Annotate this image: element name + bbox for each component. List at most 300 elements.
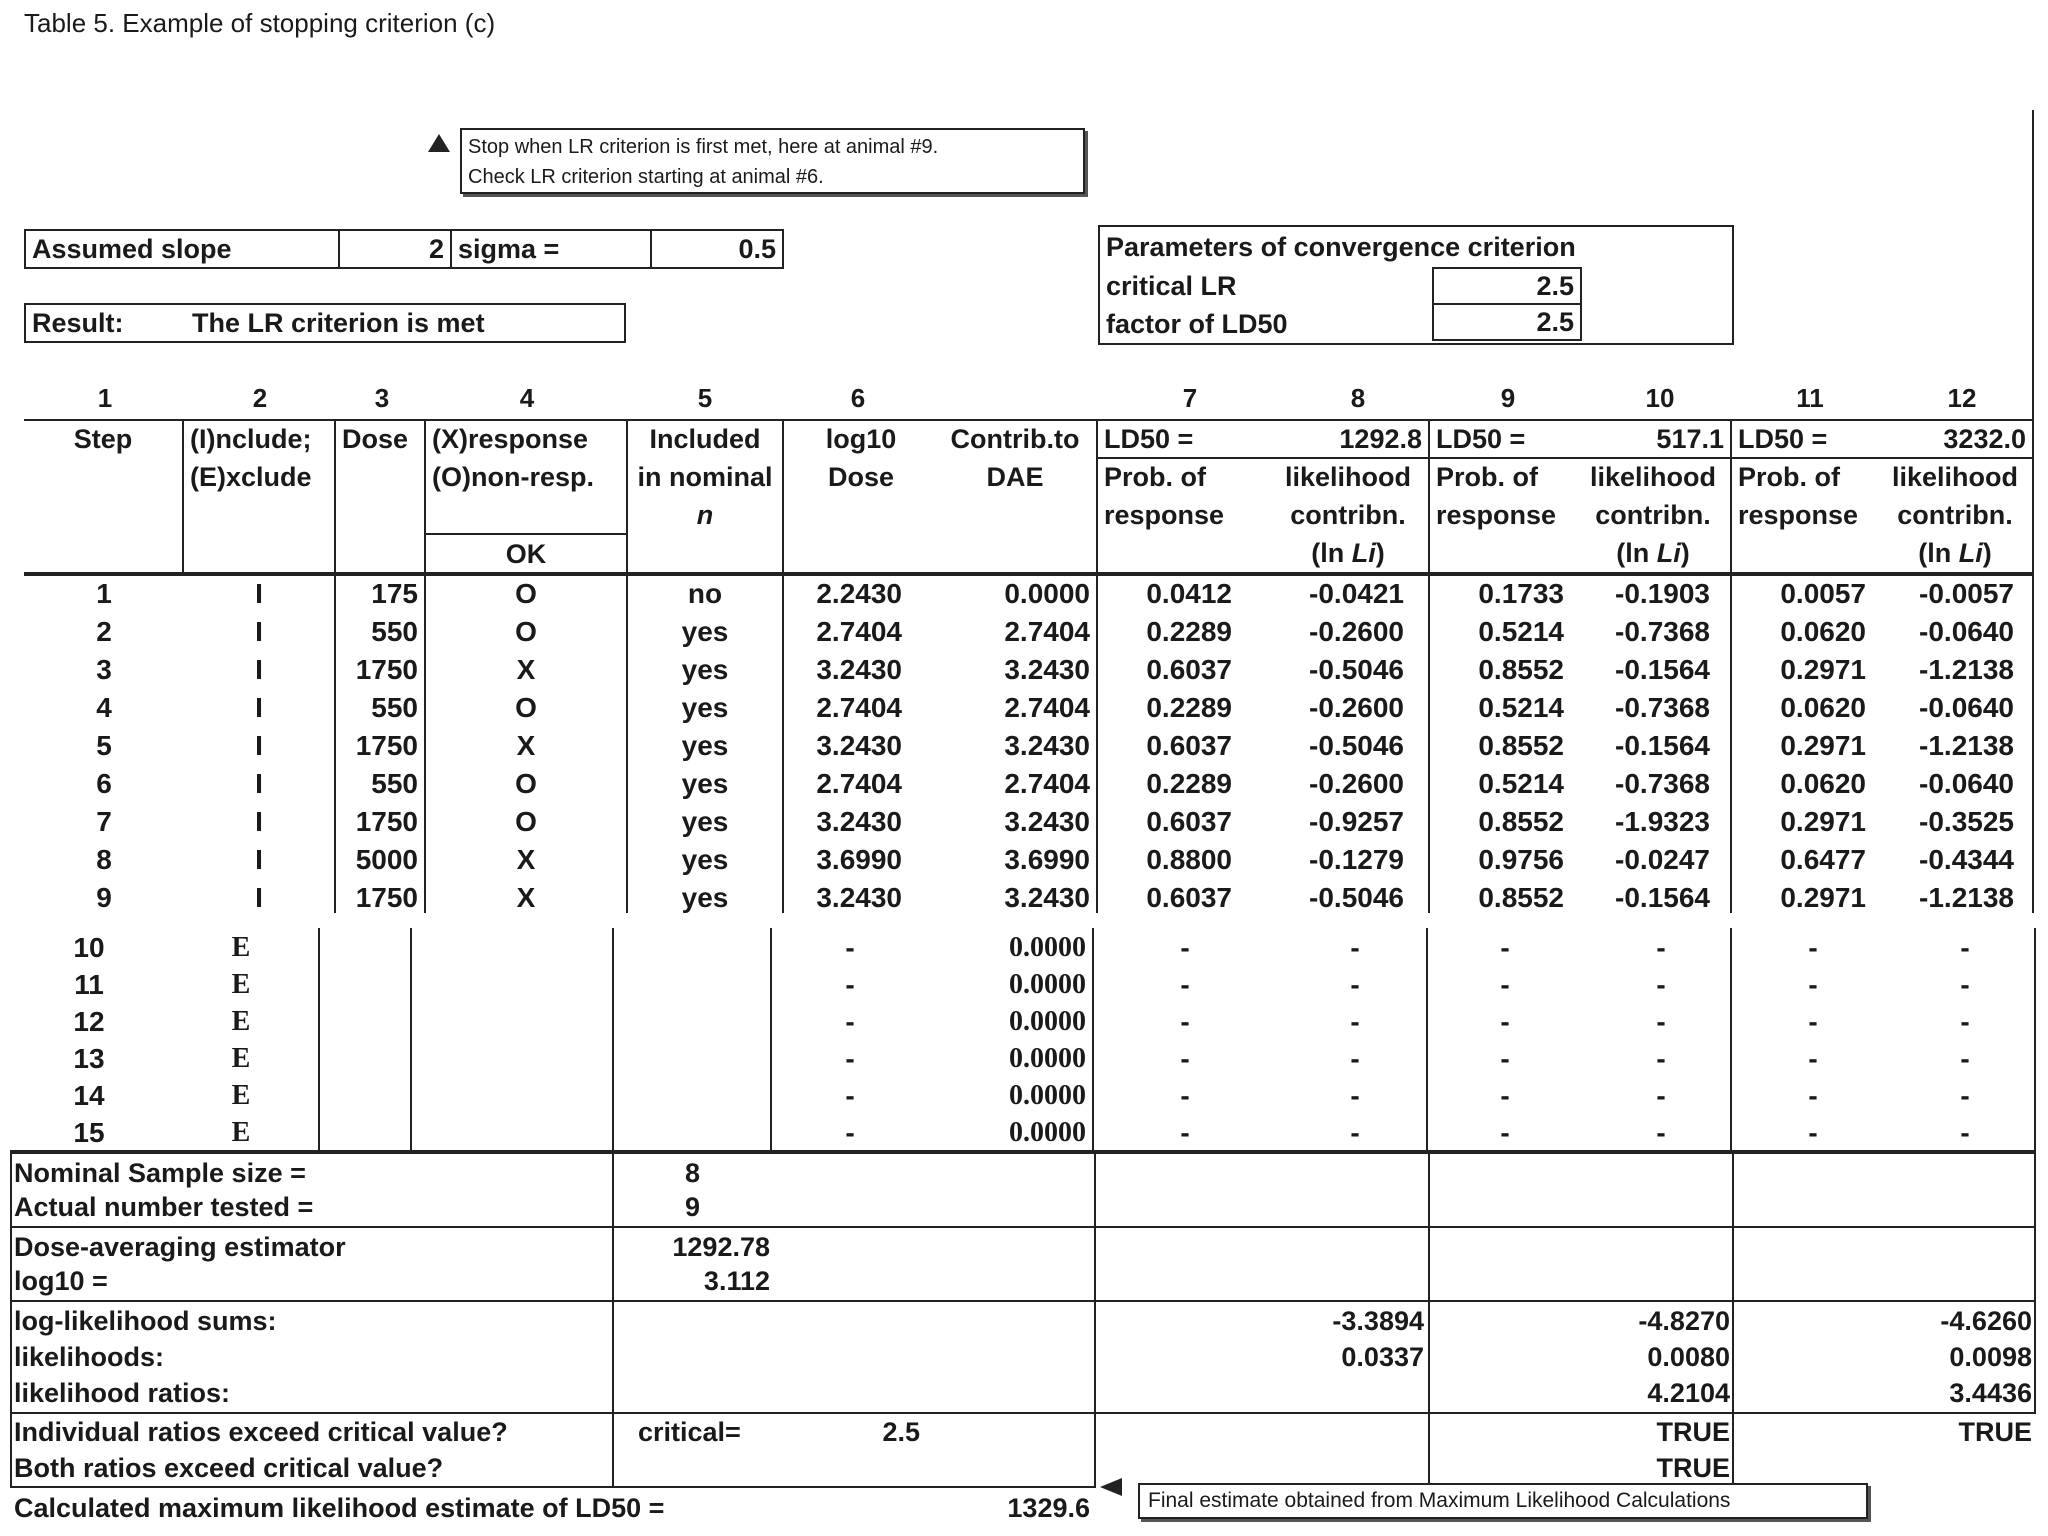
cell-response: O [515, 692, 537, 723]
cell-lik-10: -0.7368 [1615, 768, 1710, 799]
likelihood-b: 0.0080 [1647, 1342, 1730, 1372]
ld50-value-b: 517.1 [1656, 424, 1724, 454]
cell-dose: 1750 [355, 730, 418, 761]
cell-include: I [255, 578, 263, 609]
table-row [0, 803, 2048, 841]
cell-lik-8: - [1350, 1117, 1360, 1148]
likelihood-c: 0.0098 [1949, 1342, 2032, 1372]
cell-contrib: 0.0000 [1009, 969, 1086, 1000]
cell-prob-11: 0.0620 [1780, 616, 1866, 647]
result-box [24, 303, 626, 343]
header-included-line-1: Included [649, 424, 761, 454]
cell-include: E [231, 1043, 251, 1074]
cell-lik-12: -0.0057 [1919, 578, 2014, 609]
cell-lik-12: - [1960, 1006, 1970, 1037]
cell-lik-10: - [1656, 1043, 1666, 1074]
cell-prob-11: - [1808, 1006, 1818, 1037]
actual-number-tested-label: Actual number tested = [14, 1192, 314, 1222]
cell-contrib: 0.0000 [1009, 932, 1086, 963]
log10-label: log10 = [14, 1266, 108, 1296]
cell-prob-7: 0.2289 [1146, 616, 1232, 647]
cell-step: 13 [73, 1043, 105, 1074]
cell-contrib: 2.7404 [1004, 616, 1090, 647]
col-num-6: 6 [850, 383, 866, 413]
cell-prob-11: 0.2971 [1780, 806, 1866, 837]
header-contrib-line-2: DAE [986, 462, 1044, 492]
cell-lik-10: - [1656, 1006, 1666, 1037]
cell-prob-11: - [1808, 932, 1818, 963]
cell-lik-8: -0.5046 [1309, 654, 1404, 685]
mle-ld50-label: Calculated maximum likelihood estimate of LD50 = [14, 1493, 665, 1523]
cell-log10: 3.2430 [816, 730, 902, 761]
header-included-line-2: in nominal [637, 462, 773, 492]
cell-response: X [516, 844, 536, 875]
cell-prob-9: 0.8552 [1478, 806, 1564, 837]
ld50-label-a: LD50 = [1104, 424, 1194, 454]
cell-include: I [255, 654, 263, 685]
cell-prob-7: - [1180, 1117, 1190, 1148]
header-prob-11-line-2: response [1738, 500, 1859, 530]
cell-dose: 550 [371, 616, 418, 647]
cell-included: yes [681, 768, 729, 799]
cell-prob-9: 0.5214 [1478, 692, 1564, 723]
sigma-label: sigma = [450, 231, 650, 267]
header-included [628, 420, 782, 534]
cell-log10: 2.2430 [816, 578, 902, 609]
mle-ld50-value: 1329.6 [1007, 1493, 1090, 1523]
cell-prob-7: - [1180, 1006, 1190, 1037]
cell-step: 5 [96, 730, 112, 761]
col-num-10: 10 [1645, 383, 1675, 413]
cell-include: E [231, 932, 251, 963]
likelihoods-label: likelihoods: [14, 1342, 165, 1372]
final-note-arrow-icon [1100, 1478, 1122, 1496]
stop-criterion-note [460, 128, 1085, 194]
cell-lik-10: - [1656, 1080, 1666, 1111]
cell-lik-12: -1.2138 [1919, 654, 2014, 685]
cell-include: I [255, 806, 263, 837]
cell-step: 14 [73, 1080, 105, 1111]
cell-include: E [231, 1117, 251, 1148]
convergence-title: Parameters of convergence criterion [1106, 231, 1576, 262]
ld50-label-b: LD50 = [1436, 424, 1526, 454]
cell-lik-10: - [1656, 1117, 1666, 1148]
header-include-line-2: (E)xclude [190, 462, 312, 492]
convergence-params-box [1098, 225, 1734, 345]
callout-arrow-icon [428, 134, 450, 152]
header-log10-line-1: log10 [825, 424, 897, 454]
cell-log10: - [845, 1006, 855, 1037]
header-step-label: Step [73, 424, 133, 454]
likelihood-ratios-label: likelihood ratios: [14, 1378, 231, 1408]
note-line-1: Stop when LR criterion is first met, here at animal #9. [468, 136, 939, 158]
cell-prob-7: 0.6037 [1146, 654, 1232, 685]
cell-prob-7: 0.0412 [1146, 578, 1232, 609]
cell-step: 4 [96, 692, 112, 723]
cell-prob-9: - [1500, 969, 1510, 1000]
cell-step: 7 [96, 806, 112, 837]
header-prob-7-line-2: response [1104, 500, 1225, 530]
result-value: The LR criterion is met [192, 307, 485, 338]
col-num-8: 8 [1350, 383, 1366, 413]
cell-prob-9: 0.9756 [1478, 844, 1564, 875]
header-lik-8-line-3: (ln Li) [1311, 538, 1385, 568]
cell-contrib: 3.2430 [1004, 654, 1090, 685]
result-label: Result: [32, 307, 124, 338]
likelihood-a: 0.0337 [1341, 1342, 1424, 1372]
header-prob-7 [1098, 458, 1268, 534]
cell-lik-12: - [1960, 1043, 1970, 1074]
both-ratios-label: Both ratios exceed critical value? [14, 1453, 444, 1483]
cell-lik-12: - [1960, 1117, 1970, 1148]
cell-include: I [255, 692, 263, 723]
log-likelihood-sum-b: -4.8270 [1638, 1306, 1730, 1336]
cell-prob-11: 0.0057 [1780, 578, 1866, 609]
cell-log10: 3.2430 [816, 654, 902, 685]
cell-lik-8: - [1350, 932, 1360, 963]
cell-prob-7: - [1180, 1043, 1190, 1074]
sigma-value: 0.5 [650, 231, 782, 267]
ld50-value-c: 3232.0 [1943, 424, 2026, 454]
header-lik-12-line-3: (ln Li) [1918, 538, 1992, 568]
cell-lik-8: -0.1279 [1309, 844, 1404, 875]
cell-lik-8: -0.9257 [1309, 806, 1404, 837]
dose-averaging-estimator-label: Dose-averaging estimator [14, 1232, 346, 1262]
cell-log10: - [845, 1080, 855, 1111]
cell-response: X [516, 654, 536, 685]
cell-prob-9: 0.8552 [1478, 882, 1564, 913]
cell-step: 11 [74, 969, 104, 1000]
cell-included: yes [681, 692, 729, 723]
header-step [24, 420, 182, 458]
col-num-9: 9 [1500, 383, 1516, 413]
table-row [0, 613, 2048, 651]
cell-prob-9: - [1500, 1080, 1510, 1111]
header-lik-12-line-1: likelihood [1891, 462, 2018, 492]
header-prob-9-line-1: Prob. of [1436, 462, 1538, 492]
assumed-slope-label: Assumed slope [32, 233, 232, 264]
cell-lik-10: - [1656, 932, 1666, 963]
cell-contrib: 0.0000 [1009, 1006, 1086, 1037]
cell-prob-7: 0.6037 [1146, 730, 1232, 761]
header-response-ok [426, 535, 626, 573]
ld50-label-c: LD50 = [1738, 424, 1828, 454]
table-row [0, 727, 2048, 765]
cell-prob-9: - [1500, 932, 1510, 963]
cell-contrib: 2.7404 [1004, 692, 1090, 723]
dose-averaging-estimator-value: 1292.78 [672, 1232, 770, 1262]
cell-lik-8: -0.2600 [1309, 768, 1404, 799]
cell-dose: 550 [371, 768, 418, 799]
critical-lr-value: 2.5 [1432, 267, 1582, 305]
cell-log10: - [845, 932, 855, 963]
header-include [184, 420, 334, 496]
cell-included: no [687, 578, 723, 609]
final-estimate-note: Final estimate obtained from Maximum Likelihood Calculations [1138, 1483, 1868, 1519]
cell-prob-7: 0.6037 [1146, 882, 1232, 913]
cell-step: 3 [96, 654, 112, 685]
header-response-line-1: (X)response [432, 424, 589, 454]
table-row [0, 765, 2048, 803]
header-prob-11 [1732, 458, 1882, 534]
cell-prob-11: 0.2971 [1780, 654, 1866, 685]
cell-prob-11: 0.0620 [1780, 692, 1866, 723]
cell-lik-10: -0.7368 [1615, 692, 1710, 723]
header-prob-7-line-1: Prob. of [1104, 462, 1206, 492]
individual-ratio-c-result: TRUE [1958, 1417, 2032, 1447]
cell-lik-10: -0.7368 [1615, 616, 1710, 647]
cell-prob-11: 0.0620 [1780, 768, 1866, 799]
cell-dose: 1750 [355, 882, 418, 913]
table-row [0, 1077, 2048, 1115]
cell-include: I [255, 882, 263, 913]
cell-include: E [231, 1006, 251, 1037]
nominal-sample-size-label: Nominal Sample size = [14, 1158, 306, 1188]
table-row [0, 841, 2048, 879]
header-log10 [784, 420, 938, 496]
cell-response: X [516, 730, 536, 761]
cell-dose: 175 [371, 578, 418, 609]
likelihood-ratio-c: 3.4436 [1949, 1378, 2032, 1408]
header-contrib-line-1: Contrib.to [950, 424, 1080, 454]
note-line-2: Check LR criterion starting at animal #6. [468, 166, 824, 188]
cell-prob-7: 0.2289 [1146, 768, 1232, 799]
cell-contrib: 0.0000 [1009, 1043, 1086, 1074]
cell-step: 9 [96, 882, 112, 913]
header-lik-8-line-2: contribn. [1290, 500, 1406, 530]
cell-contrib: 3.2430 [1004, 806, 1090, 837]
cell-lik-10: - [1656, 969, 1666, 1000]
col-num-11: 11 [1796, 383, 1824, 413]
cell-step: 6 [96, 768, 112, 799]
cell-response: X [516, 882, 536, 913]
cell-contrib: 0.0000 [1009, 1117, 1086, 1148]
cell-contrib: 3.6990 [1004, 844, 1090, 875]
cell-contrib: 3.2430 [1004, 882, 1090, 913]
header-lik-10-line-2: contribn. [1595, 500, 1711, 530]
cell-include: I [255, 844, 263, 875]
table-row [0, 879, 2048, 917]
cell-lik-12: -0.0640 [1919, 692, 2014, 723]
cell-log10: 2.7404 [816, 692, 902, 723]
header-included-line-3: n [696, 500, 714, 530]
cell-prob-7: 0.8800 [1146, 844, 1232, 875]
header-lik-10 [1576, 458, 1730, 572]
table-row [0, 689, 2048, 727]
cell-lik-10: -0.1564 [1615, 654, 1710, 685]
cell-lik-8: -0.5046 [1309, 730, 1404, 761]
cell-included: yes [681, 844, 729, 875]
header-dose-label: Dose [342, 424, 409, 454]
table-title: Table 5. Example of stopping criterion (c) [24, 8, 496, 38]
header-lik-10-line-3: (ln Li) [1616, 538, 1690, 568]
cell-step: 1 [96, 578, 112, 609]
cell-prob-9: 0.8552 [1478, 730, 1564, 761]
cell-lik-8: - [1350, 1043, 1360, 1074]
cell-include: E [231, 1080, 251, 1111]
likelihood-ratio-b: 4.2104 [1647, 1378, 1730, 1408]
header-contrib [934, 420, 1096, 496]
col-num-2: 2 [252, 383, 268, 413]
cell-step: 8 [96, 844, 112, 875]
cell-lik-12: -1.2138 [1919, 882, 2014, 913]
cell-prob-11: 0.6477 [1780, 844, 1866, 875]
table-row [0, 929, 2048, 967]
cell-response: O [515, 616, 537, 647]
cell-contrib: 0.0000 [1004, 578, 1090, 609]
cell-log10: 3.2430 [816, 806, 902, 837]
cell-prob-9: - [1500, 1117, 1510, 1148]
cell-step: 2 [96, 616, 112, 647]
table-row [0, 575, 2048, 613]
table-row [0, 1003, 2048, 1041]
header-prob-9 [1430, 458, 1580, 534]
header-lik-8-line-1: likelihood [1284, 462, 1411, 492]
cell-log10: - [845, 1117, 855, 1148]
col-num-7: 7 [1182, 383, 1198, 413]
cell-lik-8: -0.5046 [1309, 882, 1404, 913]
cell-lik-8: - [1350, 969, 1360, 1000]
assumed-slope-value: 2 [338, 231, 450, 267]
nominal-sample-size-value: 8 [684, 1158, 700, 1188]
header-lik-12 [1878, 458, 2032, 572]
header-dose [336, 420, 424, 458]
cell-contrib: 3.2430 [1004, 730, 1090, 761]
header-lik-10-line-1: likelihood [1589, 462, 1716, 492]
cell-included: yes [681, 616, 729, 647]
cell-prob-9: - [1500, 1006, 1510, 1037]
cell-log10: 2.7404 [816, 616, 902, 647]
cell-step: 15 [73, 1117, 105, 1148]
cell-log10: 2.7404 [816, 768, 902, 799]
header-response-line-2: (O)non-resp. [432, 462, 594, 492]
cell-prob-7: - [1180, 1080, 1190, 1111]
cell-include: I [255, 730, 263, 761]
cell-step: 12 [73, 1006, 105, 1037]
cell-prob-11: 0.2971 [1780, 730, 1866, 761]
cell-log10: 3.2430 [816, 882, 902, 913]
header-include-line-1: (I)nclude; [190, 424, 312, 454]
cell-lik-10: -0.1564 [1615, 882, 1710, 913]
cell-lik-10: -0.1564 [1615, 730, 1710, 761]
critical-value: 2.5 [882, 1417, 920, 1447]
col-num-12: 12 [1947, 383, 1977, 413]
individual-ratio-b-result: TRUE [1656, 1417, 1730, 1447]
cell-lik-10: -0.0247 [1615, 844, 1710, 875]
cell-lik-12: -0.0640 [1919, 616, 2014, 647]
cell-step: 10 [73, 932, 105, 963]
both-ratios-result: TRUE [1656, 1453, 1730, 1483]
table-row [0, 651, 2048, 689]
cell-prob-11: - [1808, 1080, 1818, 1111]
cell-lik-8: -0.2600 [1309, 616, 1404, 647]
cell-prob-11: 0.2971 [1780, 882, 1866, 913]
cell-lik-8: - [1350, 1006, 1360, 1037]
cell-prob-11: - [1808, 1043, 1818, 1074]
cell-log10: - [845, 969, 855, 1000]
cell-response: O [515, 806, 537, 837]
cell-lik-12: - [1960, 932, 1970, 963]
cell-prob-9: 0.5214 [1478, 616, 1564, 647]
table-row [0, 966, 2048, 1004]
cell-lik-12: - [1960, 1080, 1970, 1111]
cell-lik-12: -0.4344 [1919, 844, 2014, 875]
cell-log10: - [845, 1043, 855, 1074]
cell-lik-10: -0.1903 [1615, 578, 1710, 609]
cell-contrib: 2.7404 [1004, 768, 1090, 799]
cell-prob-11: - [1808, 1117, 1818, 1148]
cell-dose: 5000 [355, 844, 418, 875]
log-likelihood-sums-label: log-likelihood sums: [14, 1306, 277, 1336]
cell-lik-12: - [1960, 969, 1970, 1000]
cell-lik-8: - [1350, 1080, 1360, 1111]
cell-included: yes [681, 806, 729, 837]
cell-dose: 1750 [355, 654, 418, 685]
cell-include: I [255, 768, 263, 799]
header-prob-9-line-2: response [1436, 500, 1557, 530]
col-num-1: 1 [97, 383, 113, 413]
cell-included: yes [681, 654, 729, 685]
header-prob-11-line-1: Prob. of [1738, 462, 1840, 492]
header-lik-8 [1268, 458, 1428, 572]
header-response [426, 420, 626, 496]
cell-response: O [515, 768, 537, 799]
cell-prob-7: 0.2289 [1146, 692, 1232, 723]
header-log10-line-2: Dose [827, 462, 895, 492]
cell-lik-10: -1.9323 [1615, 806, 1710, 837]
cell-prob-7: - [1180, 932, 1190, 963]
critical-label: critical= [638, 1417, 741, 1447]
cell-lik-12: -0.0640 [1919, 768, 2014, 799]
table-row [0, 1114, 2048, 1152]
cell-included: yes [681, 730, 729, 761]
cell-prob-9: 0.5214 [1478, 768, 1564, 799]
cell-lik-12: -1.2138 [1919, 730, 2014, 761]
slope-sigma-box [24, 229, 784, 269]
cell-dose: 1750 [355, 806, 418, 837]
col-num-5: 5 [697, 383, 713, 413]
header-lik-12-line-2: contribn. [1897, 500, 2013, 530]
cell-prob-7: 0.6037 [1146, 806, 1232, 837]
cell-prob-9: - [1500, 1043, 1510, 1074]
cell-lik-8: -0.0421 [1309, 578, 1404, 609]
cell-prob-11: - [1808, 969, 1818, 1000]
cell-include: E [231, 969, 251, 1000]
cell-contrib: 0.0000 [1009, 1080, 1086, 1111]
cell-lik-8: -0.2600 [1309, 692, 1404, 723]
cell-response: O [515, 578, 537, 609]
individual-ratios-label: Individual ratios exceed critical value? [14, 1417, 508, 1447]
cell-include: I [255, 616, 263, 647]
factor-ld50-label: factor of LD50 [1106, 308, 1288, 339]
cell-included: yes [681, 882, 729, 913]
header-response-ok-label: OK [505, 539, 547, 569]
ld50-value-a: 1292.8 [1339, 424, 1422, 454]
cell-prob-9: 0.1733 [1478, 578, 1564, 609]
log10-value: 3.112 [703, 1266, 770, 1296]
cell-prob-9: 0.8552 [1478, 654, 1564, 685]
factor-ld50-value: 2.5 [1432, 303, 1582, 341]
critical-lr-label: critical LR [1106, 270, 1237, 301]
table-row [0, 1040, 2048, 1078]
cell-log10: 3.6990 [816, 844, 902, 875]
actual-number-tested-value: 9 [684, 1192, 700, 1222]
cell-lik-12: -0.3525 [1919, 806, 2014, 837]
cell-dose: 550 [371, 692, 418, 723]
cell-prob-7: - [1180, 969, 1190, 1000]
log-likelihood-sum-c: -4.6260 [1940, 1306, 2032, 1336]
col-num-4: 4 [519, 383, 535, 413]
